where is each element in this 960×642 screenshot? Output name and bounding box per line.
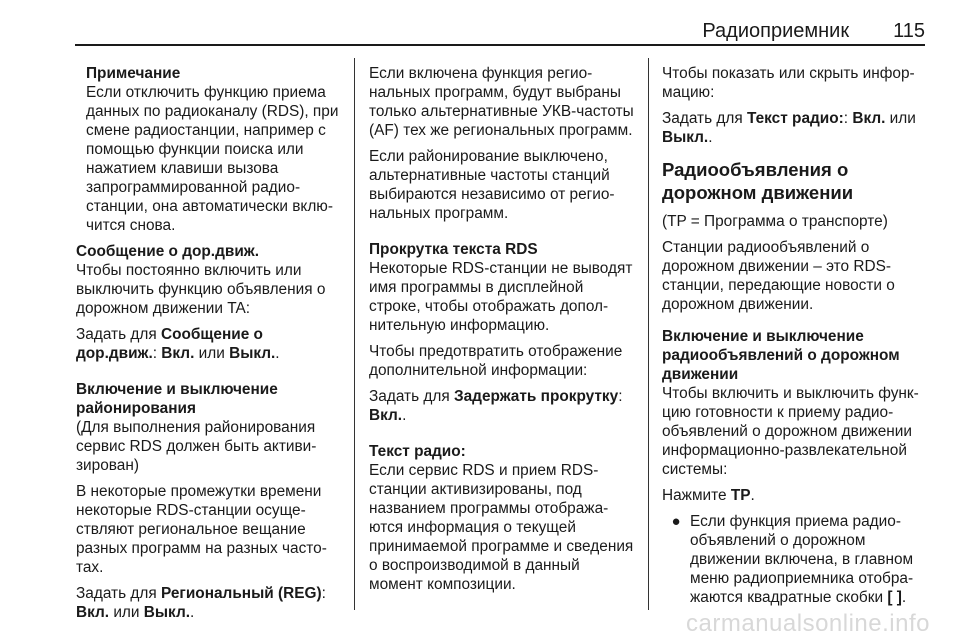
bullet-icon: ● <box>671 513 681 530</box>
note-title: Примечание <box>86 65 181 82</box>
paragraph: Чтобы показать или скрыть информацию: <box>662 65 915 101</box>
setting-instruction: Задать для Текст радио:: Вкл. или Выкл.. <box>662 110 916 146</box>
page-title: Радиоприемник <box>702 20 850 42</box>
section-heading: Включение и выключение радиообъявлений о дорожном движении <box>662 328 900 383</box>
paragraph: Станции радиообъявлений о дорожном движении – это RDS-станции, передающие новости о дорожном движении. <box>662 239 895 313</box>
button-instruction: Нажмите TP. <box>662 487 755 504</box>
section-heading: Включение и выключение районирования <box>76 381 278 417</box>
paragraph: В некоторые промежутки времени некоторые RDS-станции осуществляют региональное вещание разных программ на разных частотах. <box>76 483 327 576</box>
setting-instruction: Задать для Региональный (REG): Вкл. или Выкл.. <box>76 585 326 621</box>
chapter-heading: Радиообъявления о дорожном движении <box>662 159 854 203</box>
paragraph: Чтобы постоянно включить или выключить функцию объявления о дорожном движении TA: <box>76 262 326 317</box>
bullet-item <box>662 512 932 607</box>
paragraph: Если сервис RDS и прием RDS-станции активизированы, под названием программы отображаются информация о текущей принимаемой программе и сведения о воспроизводимой в данный момент композиции. <box>369 462 634 593</box>
paragraph: Чтобы предотвратить отображение дополнительной информации: <box>369 343 623 379</box>
paragraph: (Для выполнения районирования сервис RDS должен быть активизирован) <box>76 419 317 474</box>
paragraph: Некоторые RDS-станции не выводят имя программы в дисплейной строке, чтобы отображать дополнительную информацию. <box>369 260 633 334</box>
paragraph: Если районирование выключено, альтернативные частоты станций выбираются независимо от региональных программ. <box>369 148 615 222</box>
column-divider <box>648 58 649 610</box>
column-3 <box>662 64 932 607</box>
paragraph: (TP = Программа о транспорте) <box>662 213 888 230</box>
column-1 <box>76 64 344 629</box>
section-heading: Сообщение о дор.движ. <box>76 243 259 260</box>
header-divider <box>75 44 925 46</box>
section-heading: Прокрутка текста RDS <box>369 241 538 258</box>
paragraph: Если включена функция региональных программ, будут выбраны только альтернативные УКВ-частоты (AF) тех же региональных программ. <box>369 65 634 139</box>
bullet-text: Если функция приема радиообъявлений о дорожном движении включена, в главном меню радиоприемника отображаются квадратные скобки [ ]. <box>690 513 914 606</box>
setting-instruction: Задать для Задержать прокрутку: Вкл.. <box>369 388 623 424</box>
note-text: Если отключить функцию приема данных по радиоканалу (RDS), при смене радиостанции, например с помощью функции поиска или нажатием клавиши вызова запрограммированной радиостанции, она автоматически включится снова. <box>86 84 339 234</box>
column-2 <box>369 64 637 601</box>
paragraph: Чтобы включить и выключить функцию готовности к приему радиообъявлений о дорожном движении информационно-развлекательной системы: <box>662 385 919 478</box>
note-box <box>76 64 344 235</box>
section-heading: Текст радио: <box>369 443 466 460</box>
page-header <box>75 20 925 42</box>
page-number: 115 <box>893 20 925 42</box>
setting-instruction: Задать для Сообщение о дор.движ.: Вкл. или Выкл.. <box>76 326 280 362</box>
column-divider <box>354 58 355 610</box>
watermark: carmanualsonline.info <box>686 610 930 637</box>
